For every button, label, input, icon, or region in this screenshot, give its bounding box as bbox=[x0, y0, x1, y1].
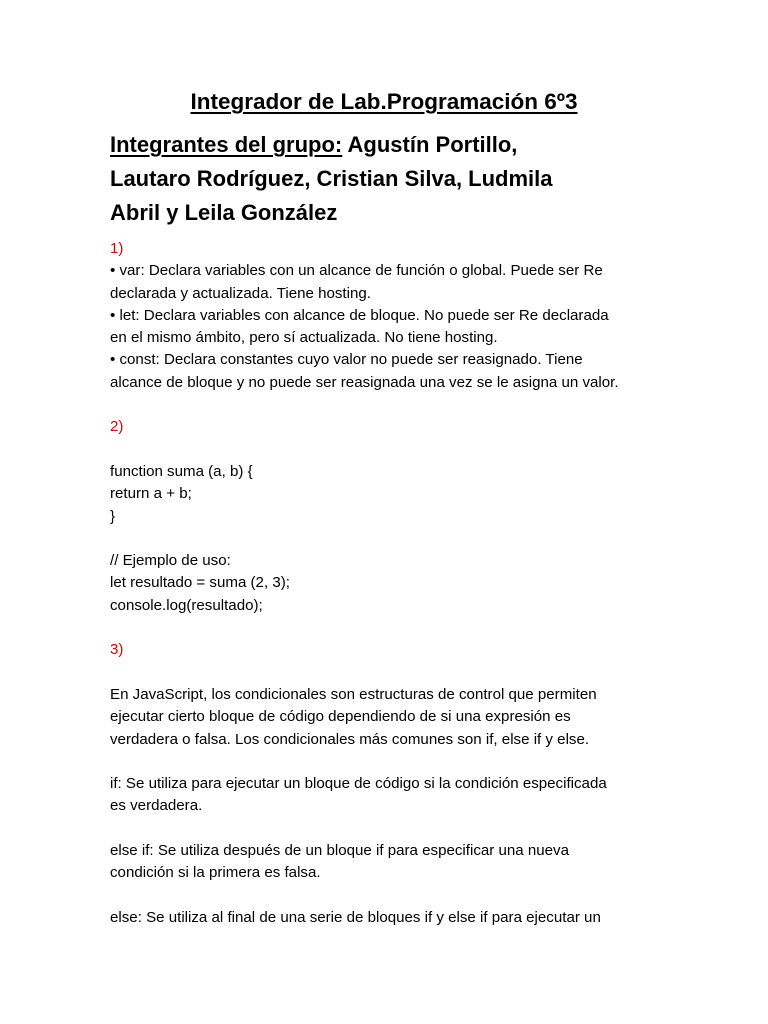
text-line: En JavaScript, los condicionales son estructuras de control que permiten bbox=[110, 685, 597, 703]
text-line: alcance de bloque y no puede ser reasignada una vez se le asigna un valor. bbox=[110, 373, 619, 391]
paragraph-gap bbox=[110, 439, 670, 461]
members-line: Lautaro Rodríguez, Cristian Silva, Ludmila bbox=[110, 166, 553, 191]
code-line: return a + b; bbox=[110, 485, 192, 503]
text-line: es verdadera. bbox=[110, 797, 203, 815]
paragraph-gap bbox=[110, 751, 670, 773]
text-line: declarada y actualizada. Tiene hosting. bbox=[110, 284, 371, 302]
text-line: verdadera o falsa. Los condicionales más comunes son if, else if y else. bbox=[110, 730, 590, 748]
section-number: 2) bbox=[110, 418, 124, 436]
document-body bbox=[110, 238, 670, 929]
section-number: 1) bbox=[110, 240, 124, 257]
paragraph-gap bbox=[110, 394, 670, 416]
section-number: 3) bbox=[110, 641, 124, 659]
text-line: • const: Declara constantes cuyo valor no puede ser reasignado. Tiene bbox=[110, 351, 583, 369]
code-line: console.log(resultado); bbox=[110, 596, 263, 614]
text-line: en el mismo ámbito, pero sí actualizada. No tiene hosting. bbox=[110, 329, 498, 347]
code-line: // Ejemplo de uso: bbox=[110, 552, 231, 570]
text-line: • let: Declara variables con alcance de bloque. No puede ser Re declarada bbox=[110, 306, 609, 324]
paragraph-gap bbox=[110, 528, 670, 550]
members-line: Agustín Portillo, bbox=[342, 132, 518, 157]
members-label: Integrantes del grupo: bbox=[110, 132, 343, 157]
members-line: Abril y Leila González bbox=[110, 200, 338, 225]
paragraph-gap bbox=[110, 617, 670, 639]
code-line: } bbox=[110, 507, 116, 525]
text-line: if: Se utiliza para ejecutar un bloque de código si la condición especificada bbox=[110, 775, 607, 793]
paragraph-gap bbox=[110, 662, 670, 684]
text-line: • var: Declara variables con un alcance de función o global. Puede ser Re bbox=[110, 262, 603, 280]
code-line: function suma (a, b) { bbox=[110, 462, 253, 480]
paragraph-gap bbox=[110, 818, 670, 840]
text-line: condición si la primera es falsa. bbox=[110, 864, 321, 882]
text-line: ejecutar cierto bloque de código dependiendo de si una expresión es bbox=[110, 708, 571, 726]
document-title: Integrador de Lab.Programación 6º3 bbox=[190, 89, 578, 114]
code-line: let resultado = suma (2, 3); bbox=[110, 574, 290, 592]
paragraph-gap bbox=[110, 885, 670, 907]
group-members bbox=[110, 128, 670, 230]
text-line: else if: Se utiliza después de un bloque if para especificar una nueva bbox=[110, 842, 569, 860]
text-line: else: Se utiliza al final de una serie de bloques if y else if para ejecutar un bbox=[110, 908, 601, 926]
